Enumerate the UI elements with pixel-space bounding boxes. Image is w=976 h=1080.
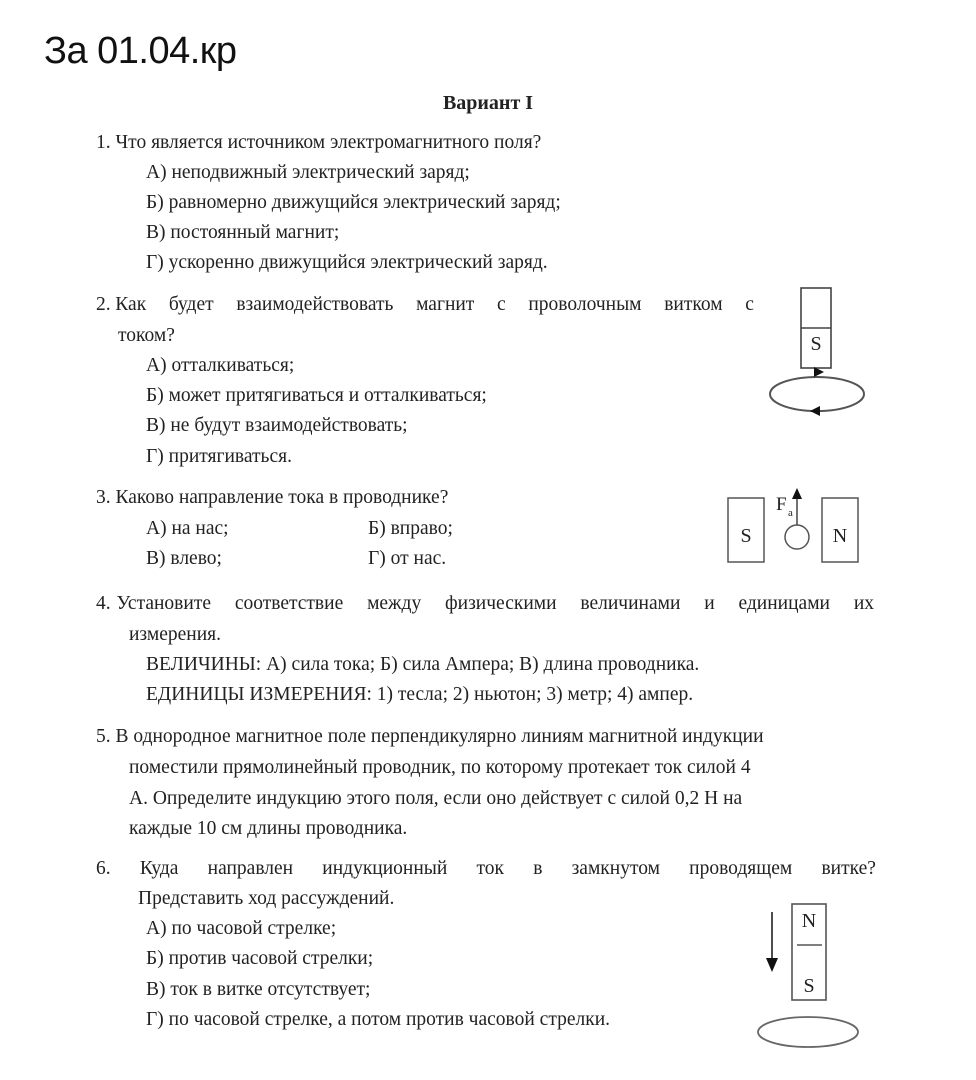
- option: Б) равномерно движущийся электрический заряд;: [146, 192, 561, 213]
- force-arrow-icon: [792, 488, 802, 499]
- option: Б) вправо;: [368, 518, 453, 539]
- word: в: [533, 858, 543, 879]
- question-4-text-line1: [96, 593, 874, 615]
- question-5-line: [96, 726, 764, 748]
- word: Куда: [139, 858, 179, 879]
- question-6-text-line2: Представить ход рассуждений.: [138, 888, 395, 909]
- option: Г) от нас.: [368, 548, 447, 569]
- force-subscript: a: [788, 507, 793, 519]
- units-list: ЕДИНИЦЫ ИЗМЕРЕНИЯ: 1) тесла; 2) ньютон; 3) метр; 4) ампер.: [146, 684, 694, 705]
- pole-label-bottom: S: [803, 975, 815, 997]
- option: В) не будут взаимодействовать;: [146, 415, 408, 436]
- word: соответствие: [234, 593, 344, 614]
- word: Как: [115, 294, 147, 315]
- option: Б) может притягиваться и отталкиваться;: [146, 385, 487, 406]
- option: А) отталкиваться;: [146, 355, 295, 376]
- magnet-pole-label: S: [810, 333, 822, 355]
- question-number: 4.: [96, 593, 111, 614]
- word: витке?: [821, 858, 876, 879]
- word: индукционный: [322, 858, 448, 879]
- word: единицами: [738, 593, 830, 614]
- question-1-text: [96, 132, 541, 154]
- word: проводящем: [689, 858, 793, 879]
- option: А) на нас;: [146, 518, 229, 539]
- quantities-list: ВЕЛИЧИНЫ: А) сила тока; Б) сила Ампера; В) длина проводника.: [146, 654, 700, 675]
- question-text: Каково направление тока в проводнике?: [115, 487, 449, 508]
- question-3-text: [96, 487, 448, 509]
- word: магнит: [416, 294, 475, 315]
- word: витком: [664, 294, 723, 315]
- word: проволочным: [528, 294, 642, 315]
- word: между: [367, 593, 422, 614]
- word: величинами: [580, 593, 681, 614]
- pole-label-top: N: [801, 910, 817, 932]
- option: Г) ускоренно движущийся электрический заряд.: [146, 252, 548, 273]
- magnet-loop-figure: [762, 282, 872, 422]
- option: Г) притягиваться.: [146, 446, 292, 467]
- question-number: 2.: [96, 294, 111, 315]
- option: В) влево;: [146, 548, 222, 569]
- motion-arrow-icon: [766, 958, 778, 972]
- conducting-loop: [758, 1017, 858, 1047]
- word: и: [704, 593, 715, 614]
- note-caption: За 01.04.кр: [44, 30, 237, 72]
- pole-label-left: S: [740, 525, 752, 547]
- word: взаимодействовать: [236, 294, 394, 315]
- question-4-text-line2: измерения.: [129, 624, 221, 645]
- word: ток: [476, 858, 505, 879]
- pole-label-right: N: [832, 525, 848, 547]
- question-text: В однородное магнитное поле перпендикулярно линиям магнитной индукции: [115, 726, 764, 747]
- option: В) ток в витке отсутствует;: [146, 979, 371, 1000]
- question-text: Что является источником электромагнитного поля?: [115, 132, 542, 153]
- question-6-text-line1: [96, 858, 876, 880]
- option: В) постоянный магнит;: [146, 222, 340, 243]
- question-number: 5.: [96, 726, 111, 747]
- option: А) неподвижный электрический заряд;: [146, 162, 470, 183]
- conductor-cross-section: [785, 525, 809, 549]
- question-5-line: А. Определите индукцию этого поля, если оно действует с силой 0,2 Н на: [129, 788, 743, 809]
- word: Установите: [116, 593, 211, 614]
- wire-loop: [770, 377, 864, 411]
- word: их: [853, 593, 874, 614]
- question-number: 1.: [96, 132, 111, 153]
- word: с: [745, 294, 754, 315]
- question-5-line: поместили прямолинейный проводник, по которому протекает ток силой 4: [129, 757, 751, 778]
- conductor-field-figure: [720, 482, 870, 572]
- option: Б) против часовой стрелки;: [146, 948, 374, 969]
- question-2-text-line2: током?: [118, 325, 175, 346]
- question-2-text-line1: [96, 294, 754, 316]
- question-number: 3.: [96, 487, 111, 508]
- word: замкнутом: [571, 858, 660, 879]
- falling-magnet-figure: [752, 896, 872, 1056]
- question-5-line: каждые 10 см длины проводника.: [129, 818, 408, 839]
- word: направлен: [207, 858, 294, 879]
- word: физическими: [445, 593, 557, 614]
- current-arrow-icon: [810, 406, 820, 416]
- question-number: 6.: [96, 858, 111, 879]
- word: с: [497, 294, 506, 315]
- force-label: F: [776, 494, 787, 515]
- variant-title: Вариант I: [442, 92, 534, 114]
- option: А) по часовой стрелке;: [146, 918, 337, 939]
- word: будет: [168, 294, 214, 315]
- option: Г) по часовой стрелке, а потом против часовой стрелки.: [146, 1009, 611, 1030]
